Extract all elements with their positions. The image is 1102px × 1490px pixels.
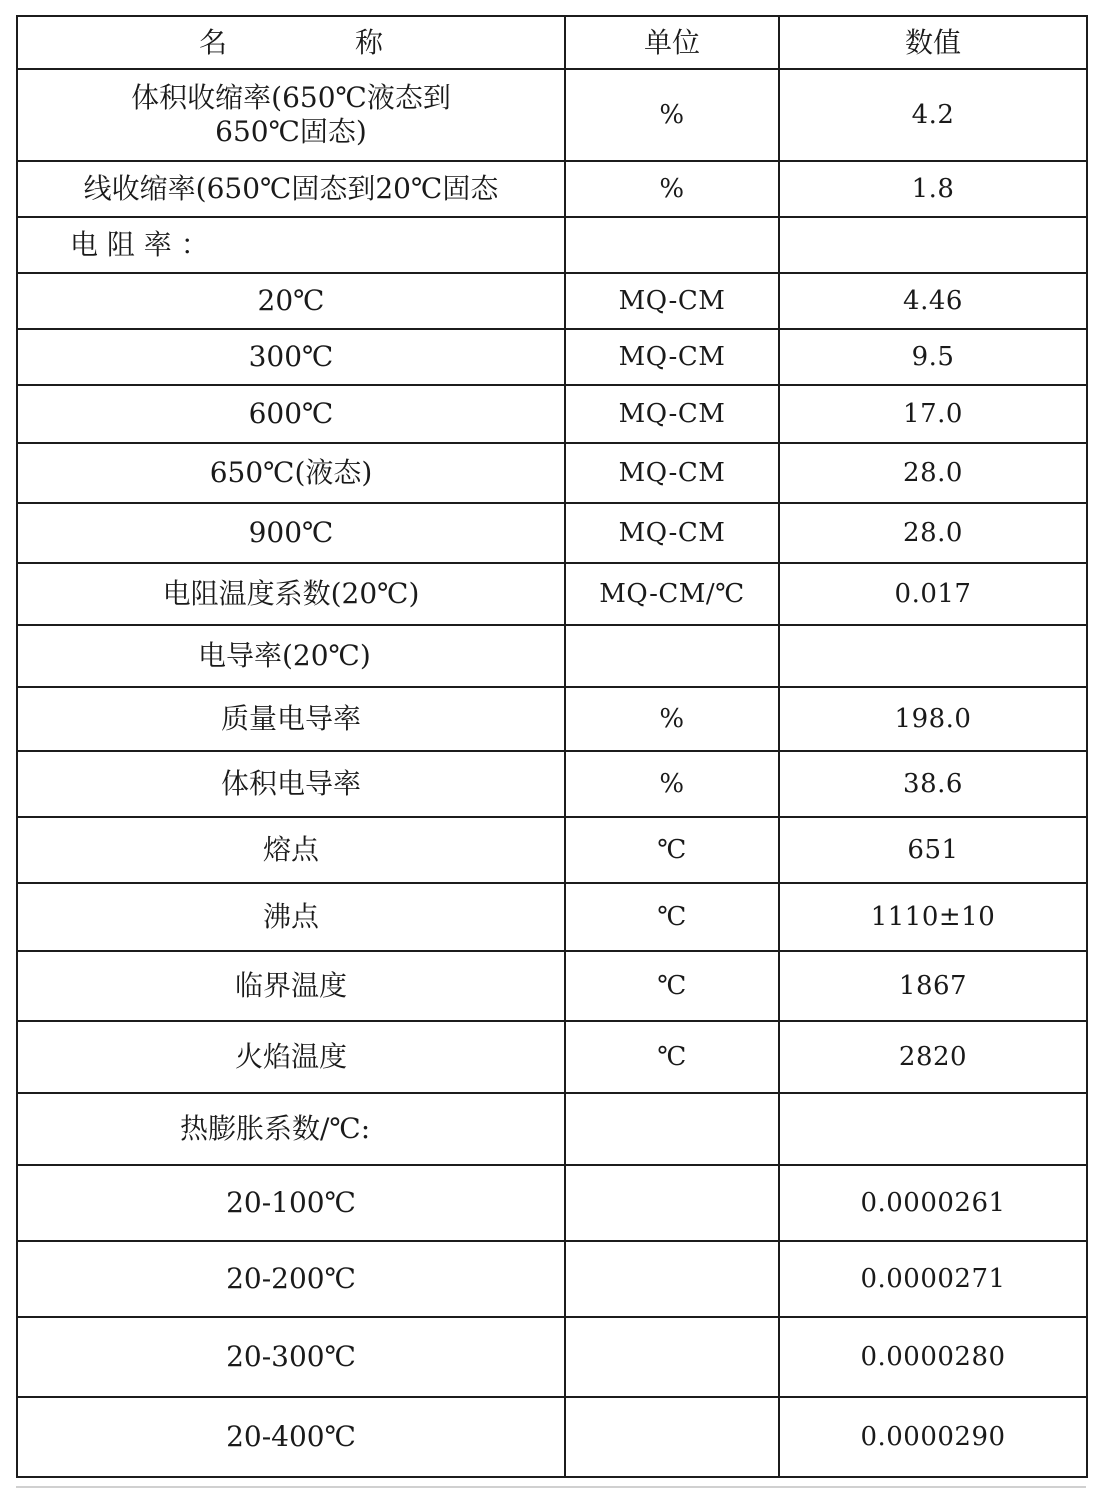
page-bottom-divider <box>16 1486 1086 1488</box>
row-name: 650℃(液态) <box>17 443 565 503</box>
table-row <box>17 1165 1087 1241</box>
table-row <box>17 883 1087 951</box>
row-name: 线收缩率(650℃固态到20℃固态 <box>17 161 565 217</box>
row-value: 28.0 <box>779 443 1087 503</box>
row-unit: MQ-CM/℃ <box>565 563 779 625</box>
row-name: 20-400℃ <box>17 1397 565 1477</box>
row-unit: MQ-CM <box>565 385 779 443</box>
row-name: 电 阻 率 ： <box>17 217 565 273</box>
row-unit: ℃ <box>565 883 779 951</box>
row-unit <box>565 1241 779 1317</box>
row-unit <box>565 1397 779 1477</box>
row-value <box>779 1093 1087 1165</box>
row-value: 0.0000280 <box>779 1317 1087 1397</box>
row-unit: % <box>565 751 779 817</box>
row-name: 600℃ <box>17 385 565 443</box>
row-unit <box>565 625 779 687</box>
row-value <box>779 625 1087 687</box>
row-value: 0.017 <box>779 563 1087 625</box>
table-row <box>17 443 1087 503</box>
row-unit: % <box>565 161 779 217</box>
property-table <box>16 15 1088 1478</box>
table-row <box>17 217 1087 273</box>
row-value: 0.0000261 <box>779 1165 1087 1241</box>
row-name: 电阻温度系数(20℃) <box>17 563 565 625</box>
row-name: 900℃ <box>17 503 565 563</box>
table-row <box>17 385 1087 443</box>
row-name: 电导率(20℃) <box>17 625 565 687</box>
row-name <box>17 69 565 161</box>
table-row <box>17 1241 1087 1317</box>
row-unit: ℃ <box>565 951 779 1021</box>
table-row <box>17 69 1087 161</box>
row-unit: ℃ <box>565 817 779 883</box>
table-row <box>17 817 1087 883</box>
row-name: 20-100℃ <box>17 1165 565 1241</box>
row-name: 质量电导率 <box>17 687 565 751</box>
table-row <box>17 161 1087 217</box>
row-unit: MQ-CM <box>565 503 779 563</box>
row-name: 熔点 <box>17 817 565 883</box>
header-row <box>17 16 1087 69</box>
table-row <box>17 625 1087 687</box>
row-value: 0.0000271 <box>779 1241 1087 1317</box>
row-value: 1.8 <box>779 161 1087 217</box>
row-name: 20℃ <box>17 273 565 329</box>
table-row <box>17 503 1087 563</box>
header-name-part1: 名 <box>198 25 227 59</box>
row-unit: MQ-CM <box>565 443 779 503</box>
header-unit-cell: 单位 <box>565 16 779 69</box>
row-name: 临界温度 <box>17 951 565 1021</box>
table-row <box>17 951 1087 1021</box>
row-name: 沸点 <box>17 883 565 951</box>
table-row <box>17 1317 1087 1397</box>
table-row <box>17 563 1087 625</box>
row-value: 2820 <box>779 1021 1087 1093</box>
table-row <box>17 1021 1087 1093</box>
row-name: 热膨胀系数/℃: <box>17 1093 565 1165</box>
table-row <box>17 1397 1087 1477</box>
row-value: 9.5 <box>779 329 1087 385</box>
table-row <box>17 1093 1087 1165</box>
table-row <box>17 273 1087 329</box>
row-value: 1110±10 <box>779 883 1087 951</box>
header-name-cell <box>17 16 565 69</box>
header-value-cell: 数值 <box>779 16 1087 69</box>
row-value: 4.46 <box>779 273 1087 329</box>
row-unit <box>565 217 779 273</box>
row-unit <box>565 1093 779 1165</box>
row-name-line2: 650℃固态) <box>215 115 367 148</box>
row-value: 198.0 <box>779 687 1087 751</box>
row-name-line1: 体积收缩率(650℃液态到 <box>131 81 451 114</box>
row-name: 20-200℃ <box>17 1241 565 1317</box>
row-name: 300℃ <box>17 329 565 385</box>
table-row <box>17 329 1087 385</box>
table-row <box>17 687 1087 751</box>
row-value: 17.0 <box>779 385 1087 443</box>
row-value: 0.0000290 <box>779 1397 1087 1477</box>
row-unit <box>565 1165 779 1241</box>
row-value: 4.2 <box>779 69 1087 161</box>
row-unit: % <box>565 687 779 751</box>
row-unit: ℃ <box>565 1021 779 1093</box>
row-value: 1867 <box>779 951 1087 1021</box>
row-unit <box>565 1317 779 1397</box>
row-value: 651 <box>779 817 1087 883</box>
row-unit: MQ-CM <box>565 329 779 385</box>
row-unit: MQ-CM <box>565 273 779 329</box>
table-row <box>17 751 1087 817</box>
row-value: 38.6 <box>779 751 1087 817</box>
row-unit: % <box>565 69 779 161</box>
row-value: 28.0 <box>779 503 1087 563</box>
row-name: 20-300℃ <box>17 1317 565 1397</box>
row-name: 体积电导率 <box>17 751 565 817</box>
row-value <box>779 217 1087 273</box>
row-name: 火焰温度 <box>17 1021 565 1093</box>
header-name-part2: 称 <box>355 25 384 59</box>
